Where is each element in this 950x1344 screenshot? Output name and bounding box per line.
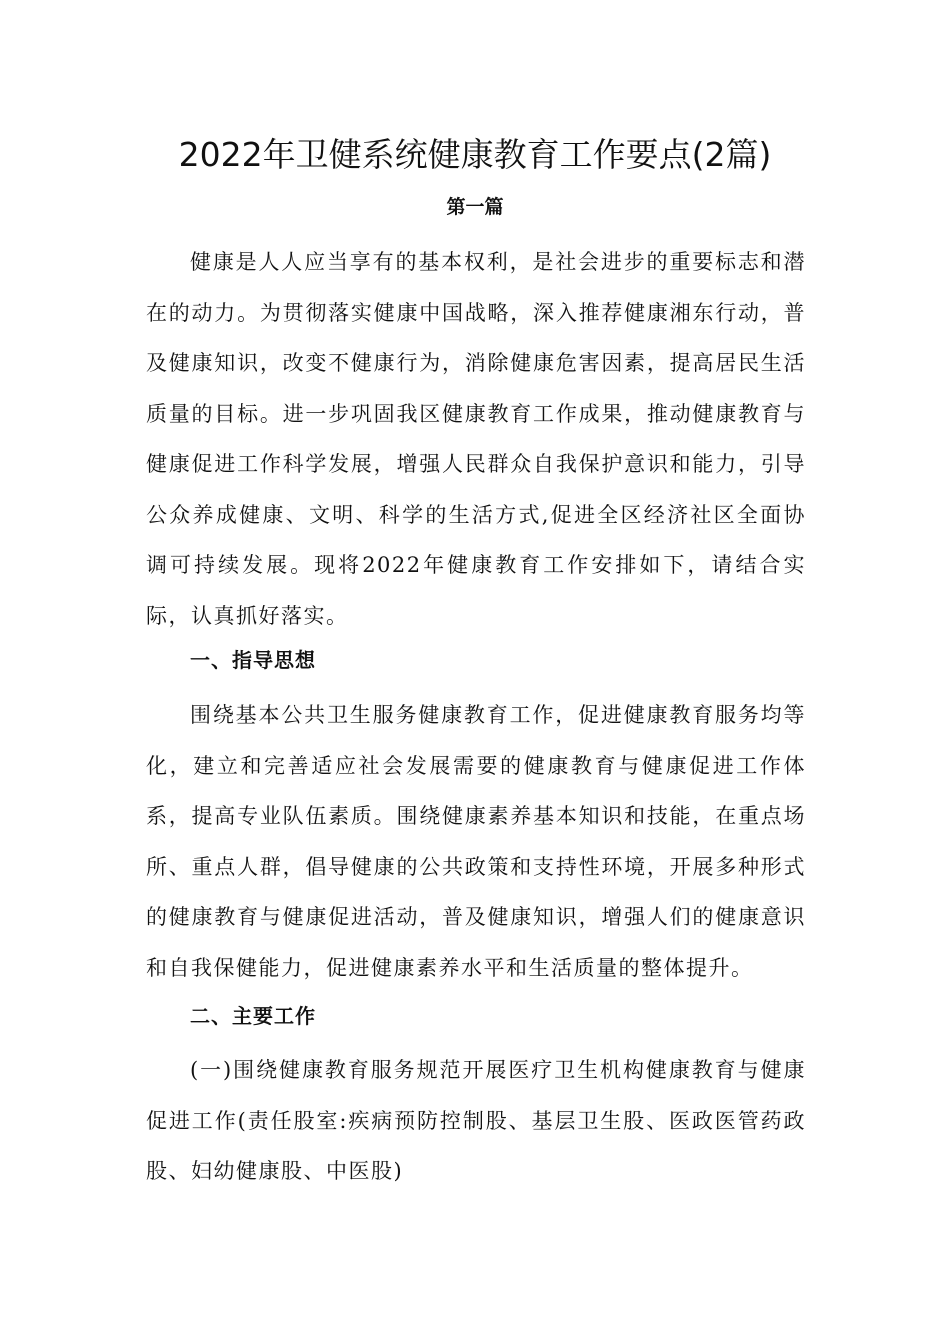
document-subtitle: 第一篇	[446, 196, 504, 218]
section-heading-main-work: 二、主要工作	[190, 1004, 316, 1028]
section-body-guiding-ideology: 围绕基本公共卫生服务健康教育工作，促进健康教育服务均等化，建立和完善适应社会发展需要的健康教育与健康促进工作体系，提高专业队伍素质。围绕健康素养基本知识和技能，在重点场所、重点人群，倡导健康的公共政策和支持性环境，开展多种形式的健康教育与健康促进活动，普及健康知识，增强人们的健康意识和自我保健能力，促进健康素养水平和生活质量的整体提升。	[146, 703, 806, 980]
section-heading-guiding-ideology: 一、指导思想	[190, 648, 316, 672]
document-title: 2022年卫健系统健康教育工作要点(2篇)	[178, 135, 772, 174]
intro-paragraph: 健康是人人应当享有的基本权利，是社会进步的重要标志和潜在的动力。为贯彻落实健康中国战略，深入推荐健康湘东行动，普及健康知识，改变不健康行为，消除健康危害因素，提高居民生活质量的目标。进一步巩固我区健康教育工作成果，推动健康教育与健康促进工作科学发展，增强人民群众自我保护意识和能力，引导公众养成健康、文明、科学的生活方式,促进全区经济社区全面协调可持续发展。现将2022年健康教育工作安排如下，请结合实际，认真抓好落实。	[146, 250, 806, 628]
main-work-item-1: (一)围绕健康教育服务规范开展医疗卫生机构健康教育与健康促进工作(责任股室:疾病预防控制股、基层卫生股、医政医管药政股、妇幼健康股、中医股)	[146, 1058, 806, 1183]
